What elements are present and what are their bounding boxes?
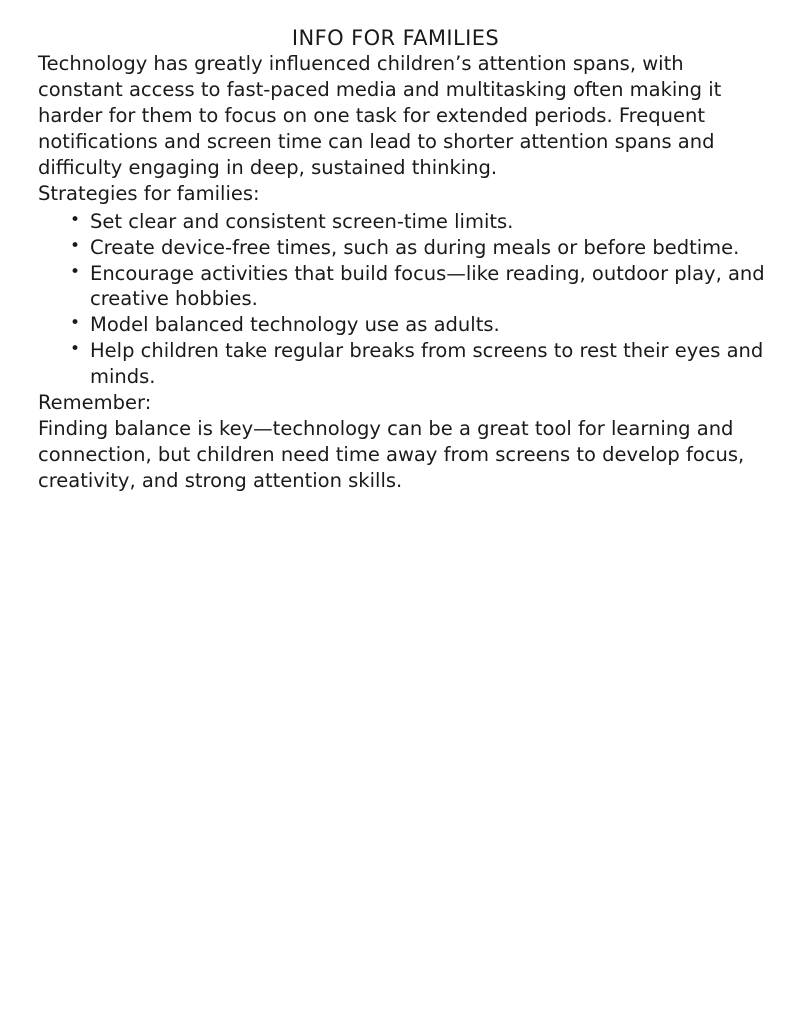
list-item: • Encourage activities that build focus—like reading, outdoor play, and creative hobbies. [68, 261, 767, 313]
intro-paragraph: Technology has greatly influenced children’s attention spans, with constant access to fast-paced media and multitasking often making it harder for them to focus on one task for extended periods. Frequent notifications and screen time can lead to shorter attention spans and difficulty engaging in deep, sustained thinking. [38, 52, 722, 179]
list-item: • Set clear and consistent screen-time limits. [68, 209, 767, 235]
strategies-heading: Strategies for families: [38, 181, 260, 205]
remember-heading: Remember: [38, 391, 152, 415]
strategies-list [38, 209, 767, 390]
list-item: • Help children take regular breaks from screens to rest their eyes and minds. [68, 338, 767, 390]
document-body [0, 51, 791, 494]
list-item: • Model balanced technology use as adults. [68, 312, 767, 338]
list-item: • Create device-free times, such as during meals or before bedtime. [68, 235, 767, 261]
remember-paragraph: Finding balance is key—technology can be a great tool for learning and connection, but children need time away from screens to develop focus, creativity, and strong attention skills. [38, 417, 745, 492]
page-title: INFO FOR FAMILIES [291, 26, 500, 50]
